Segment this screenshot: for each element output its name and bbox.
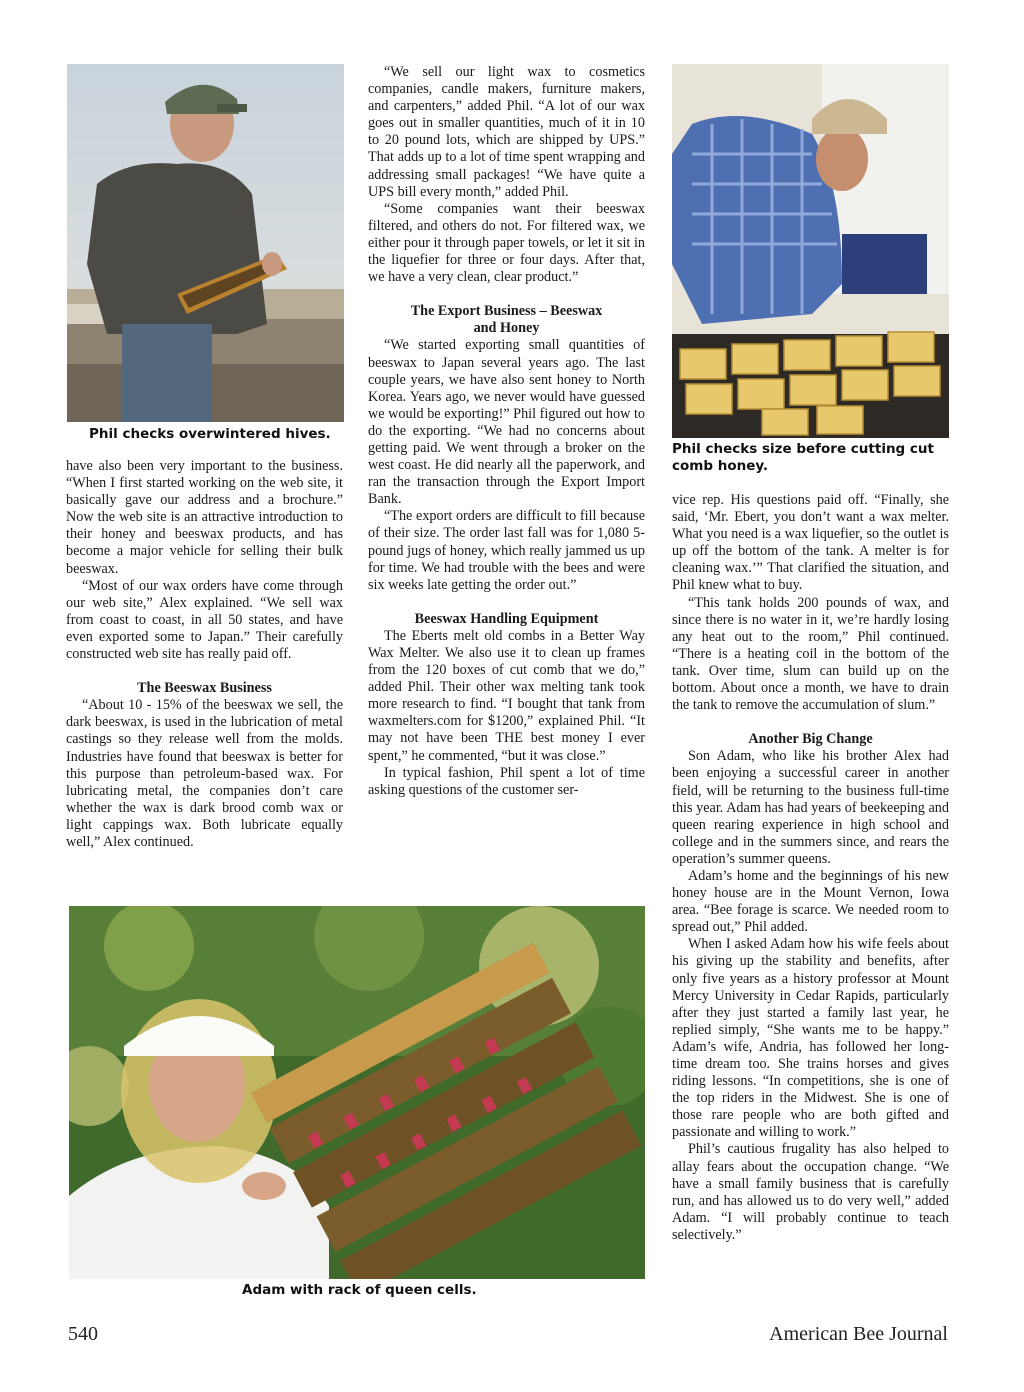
col2-heading-handling-equipment: Beeswax Handling Equipment bbox=[414, 610, 599, 627]
col2-paragraph-2: “Some companies want their beeswax filtered, and others do not. For filtered wax, we either pour it through paper towels, or let it sit in the liquefier for three or four days. After that, we have a very clean, clear product.” bbox=[368, 200, 645, 286]
publication-title: American Bee Journal bbox=[769, 1323, 948, 1345]
col2-heading-export-business: The Export Business – Beeswax and Honey bbox=[410, 303, 603, 337]
photo-phil-cut-comb-honey bbox=[672, 64, 949, 438]
col3-paragraph-6: Phil’s cautious frugality has also helped to allay fears about the occupation change. “We have a small family business that is carefully run, and has allowed us to do very well,” added Adam. “I will probably continue to teach selectively.” bbox=[672, 1141, 949, 1243]
caption-bottom: Adam with rack of queen cells. bbox=[242, 1282, 477, 1298]
page-number: 540 bbox=[68, 1323, 98, 1345]
column-3 bbox=[672, 492, 949, 1244]
col2-paragraph-1: “We sell our light wax to cosmetics companies, candle makers, furniture makers, and carpenters,” added Phil. “A lot of our wax goes out in smaller quantities, much of it in 10 to 20 pound lots, which are shipped by UPS.” That adds up to a lot of time spent wrapping and addressing small packages! “We have quite a UPS bill every month,” added Phil. bbox=[368, 64, 645, 200]
col2-paragraph-3: “We started exporting small quantities of beeswax to Japan several years ago. The last couple years, we have also sent honey to North Korea. Years ago, we never would have guessed we would be exporting!” Phil figured out how to do the exporting. “We had no concerns about getting paid. We went through a broker on the west coast. He did nearly all the paperwork, and ran the transaction through the Export Import Bank. bbox=[368, 337, 645, 508]
col2-paragraph-4: “The export orders are difficult to fill because of their size. The order last fall was for 1,080 5-pound jugs of honey, which really jammed us up for time. We had trouble with the bees and were six weeks late getting the order out.” bbox=[368, 508, 645, 593]
col1-paragraph-1: have also been very important to the business. “When I first started working on the web site, it basically gave our address and a brochure.” Now the web site is an attractive introduction to their honey and beeswax products, and has become a major vehicle for selling their bulk beeswax. bbox=[66, 458, 343, 577]
column-1 bbox=[66, 458, 343, 851]
caption-top-right: Phil checks size before cutting cut comb honey. bbox=[672, 441, 934, 474]
photo-adam-queen-cells bbox=[69, 906, 645, 1279]
col3-paragraph-2: “This tank holds 200 pounds of wax, and since there is no water in it, we’re hardly losing any heat out to the room,” Phil continued. “There is a heating coil in the bottom of the tank. Over time, slum can build up on the bottom. About once a month, we have to drain the tank to remove the accumulation of slum.” bbox=[672, 594, 949, 714]
col3-paragraph-3: Son Adam, who like his brother Alex had been enjoying a successful career in another field, will be returning to the business full-time this year. Adam has had years of beekeeping and queen rearing experience in high school and college and in the summers since, and rears the operation’s summer queens. bbox=[672, 748, 949, 867]
column-2 bbox=[368, 64, 645, 799]
col2-paragraph-5: The Eberts melt old combs in a Better Way Wax Melter. We also use it to clean up frames from the 120 boxes of cut comb that we do,” added Phil. Their other wax melting tank took more research to find. “I bought that tank from waxmelters.com for $1200,” explained Phil. “It may not have been THE best money I ever spent,” he commented, “but it was close.” bbox=[368, 627, 645, 764]
col1-paragraph-3: “About 10 - 15% of the beeswax we sell, the dark beeswax, is used in the lubrication of metal castings so they release well from the molds. Industries have found that beeswax is better for this purpose than petroleum-based wax. For lubricating metal, the companies don’t care whether the wax is dark brood comb wax or light cappings wax. Both lubricate equally well,” Alex continued. bbox=[66, 697, 343, 850]
col1-paragraph-2: “Most of our wax orders have come through our web site,” Alex explained. “We sell wax from coast to coast, in all 50 states, and have even exported some to Japan.” Their carefully constructed web site has really paid off. bbox=[66, 577, 343, 663]
caption-top-left: Phil checks overwintered hives. bbox=[89, 426, 331, 442]
col1-heading-beeswax-business: The Beeswax Business bbox=[137, 680, 272, 697]
col3-paragraph-4: Adam’s home and the beginnings of his new honey house are in the Mount Vernon, Iowa area. “Bee forage is scarce. We needed room to spread out,” Phil added. bbox=[672, 867, 949, 936]
col3-paragraph-1: vice rep. His questions paid off. “Finally, she said, ‘Mr. Ebert, you don’t want a wax melter. What you need is a wax liquefier, so the outlet is up off the bottom of the tank. A melter is for cleaning wax.’” That clarified the situation, and Phil knew what to buy. bbox=[672, 492, 949, 594]
col3-paragraph-5: When I asked Adam how his wife feels about his giving up the stability and benefits, after only five years as a history professor at Mount Mercy University in Cedar Rapids, particularly after they just started a family last year, he replied simply, “She wants me to be happy.” Adam’s wife, Andria, has followed her long-time dream too. She trains horses and gives riding lessons. “In competitions, she is one of the top riders in the Midwest. She is one of those rare people who are both gifted and passionate and willing to work.” bbox=[672, 936, 949, 1141]
photo-phil-overwintered-hives bbox=[67, 64, 344, 422]
col3-heading-another-big-change: Another Big Change bbox=[748, 731, 873, 748]
col2-paragraph-6: In typical fashion, Phil spent a lot of time asking questions of the customer ser- bbox=[368, 764, 645, 798]
